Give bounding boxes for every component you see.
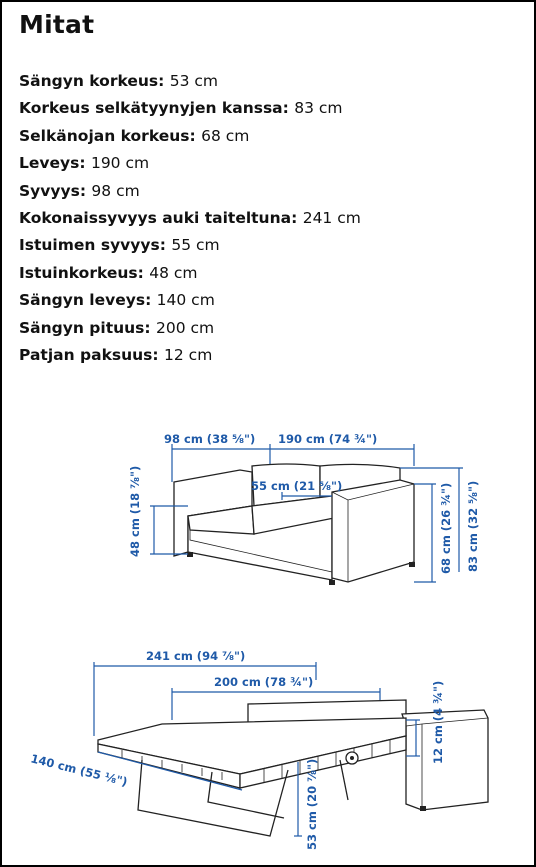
dimensions-panel [2, 2, 534, 865]
spec-value: 53 cm [169, 72, 219, 90]
spec-row: Patjan paksuus: 12 cm [19, 345, 213, 364]
spec-value: 200 cm [156, 318, 215, 337]
bed-height-label: 53 cm (20 ⅞") [305, 758, 319, 850]
sofa-back-height-label: 68 cm (26 ¾") [439, 482, 453, 574]
spec-label: Sängyn leveys [19, 291, 146, 310]
bed-width-label: 140 cm (55 ⅛") [29, 751, 129, 789]
spec-label: Korkeus selkätyynyjen kanssa [19, 99, 283, 118]
spec-list [19, 68, 361, 369]
bed-dimension-diagram [2, 640, 534, 865]
spec-row: Istuimen syvyys: 55 cm [19, 236, 220, 255]
spec-row: Syvyys: 98 cm [19, 181, 140, 200]
section-title: Mitat [19, 10, 95, 39]
spec-label: Leveys [19, 154, 80, 173]
spec-label: Patjan paksuus [19, 345, 153, 364]
spec-label: Selkänojan korkeus [19, 126, 190, 145]
spec-label: Istuinkorkeus [19, 263, 138, 282]
sofa-depth-label: 98 cm (38 ⅝") [164, 432, 256, 446]
spec-value: 12 cm [164, 345, 213, 364]
spec-value: 190 cm [90, 154, 150, 173]
spec-value: 83 cm [294, 99, 343, 118]
mattress-thickness-label: 12 cm (4 ¾") [431, 680, 445, 764]
sofa-dimension-diagram [2, 422, 534, 642]
bed-open-depth-label: 241 cm (94 ⅞") [146, 649, 246, 663]
sofa-seat-height-label: 48 cm (18 ⅞") [128, 465, 142, 557]
spec-value: 55 cm [171, 236, 220, 255]
sofa-width-label: 190 cm (74 ¾") [278, 432, 378, 446]
spec-value: 241 cm [302, 208, 361, 227]
spec-label: Kokonaissyvyys auki taiteltuna [19, 208, 292, 227]
spec-row: Sängyn korkeus: 53 cm [19, 72, 219, 90]
sofa-cushion-height-label: 83 cm (32 ⅝") [466, 480, 480, 572]
spec-value: 48 cm [149, 263, 198, 282]
spec-value: 98 cm [91, 181, 140, 200]
spec-value: 140 cm [156, 291, 215, 310]
spec-row: Istuinkorkeus: 48 cm [19, 263, 198, 282]
spec-row: Sängyn pituus: 200 cm [19, 318, 215, 337]
sofa-seat-depth-label: 55 cm (21 ⅝") [251, 479, 343, 493]
spec-value: 68 cm [201, 126, 250, 145]
spec-row: Selkänojan korkeus: 68 cm [19, 126, 250, 145]
spec-label: Sängyn pituus [19, 318, 145, 337]
spec-row: Leveys: 190 cm [19, 154, 150, 173]
spec-label: Istuimen syvyys [19, 236, 160, 255]
spec-label: Sängyn korkeus [19, 72, 159, 90]
spec-row: Korkeus selkätyynyjen kanssa: 83 cm [19, 99, 343, 118]
spec-label: Syvyys [19, 181, 80, 200]
spec-row: Kokonaissyvyys auki taiteltuna: 241 cm [19, 208, 361, 227]
spec-row: Sängyn leveys: 140 cm [19, 291, 215, 310]
bed-length-label: 200 cm (78 ¾") [214, 675, 314, 689]
